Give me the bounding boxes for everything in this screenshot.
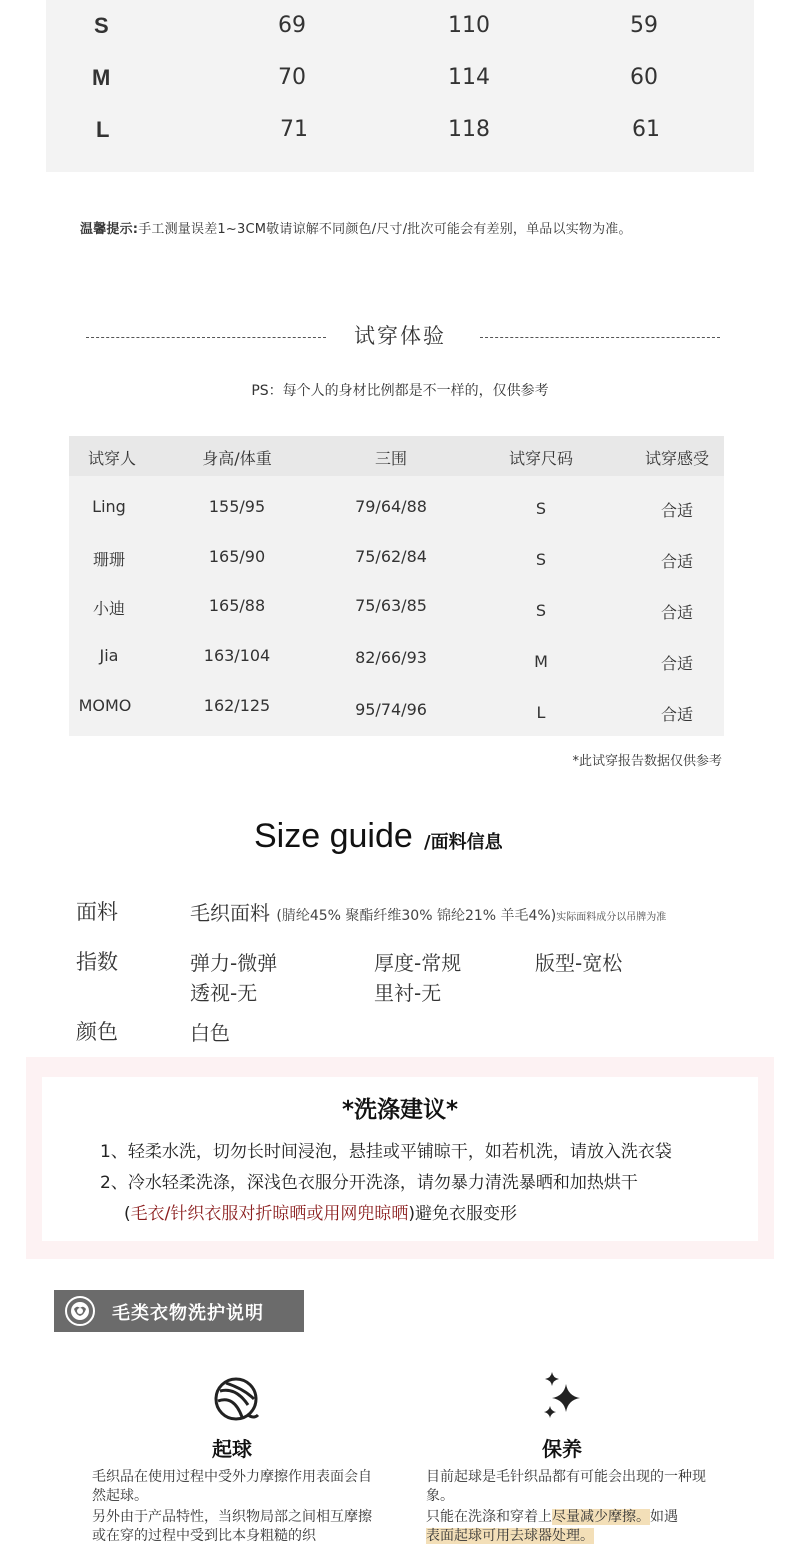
fabric-note: 实际面料成分以吊牌为准 [556, 912, 667, 923]
fabric-value [190, 897, 666, 926]
size-cell: 70 [278, 65, 306, 90]
size-row [46, 52, 754, 104]
maintenance-highlight-2: 表面起球可用去球器处理。 [426, 1528, 594, 1544]
wool-badge-icon [64, 1295, 96, 1327]
size-cell: L [96, 117, 110, 142]
index-item: 弹力-微弹 [190, 951, 278, 975]
tip-label: 温馨提示: [80, 222, 139, 237]
maintenance-text-2 [426, 1508, 726, 1527]
index-label: 指数 [76, 950, 118, 974]
maintenance-text-3 [426, 1527, 726, 1546]
table-cell: 82/66/93 [355, 648, 427, 667]
maintenance-text-1: 目前起球是毛针织品都有可能会出现的一种现象。 [426, 1469, 706, 1504]
table-cell: Jia [99, 646, 119, 665]
index-item: 透视-无 [190, 981, 258, 1005]
maintenance-text-2a: 只能在洗涤和穿着上 [426, 1509, 552, 1525]
table-cell: 155/95 [208, 497, 266, 516]
care-header-title: 毛类衣物洗护说明 [112, 1303, 264, 1324]
size-cell: 59 [630, 13, 658, 38]
table-cell: 95/74/96 [355, 700, 427, 719]
size-cell: 114 [448, 65, 490, 90]
size-cell: 61 [632, 117, 660, 142]
pilling-text-1: 毛织品在使用过程中受外力摩擦作用表面会自然起球。 [92, 1469, 372, 1504]
size-row [46, 0, 754, 52]
table-cell: 合适 [660, 654, 694, 673]
table-cell: 75/63/85 [355, 596, 427, 615]
header-cell: 身高/体重 [202, 449, 272, 468]
size-cell: 71 [280, 117, 308, 142]
maintenance-text-2c: 如遇 [650, 1509, 678, 1525]
table-cell: M [534, 652, 548, 671]
try-on-ps: PS：每个人的身材比例都是不一样的，仅供参考 [251, 383, 549, 399]
try-on-note: *此试穿报告数据仅供参考 [572, 754, 722, 769]
table-cell: Ling [92, 497, 126, 516]
table-cell: 75/62/84 [355, 547, 427, 566]
table-cell: 165/88 [208, 596, 266, 615]
size-cell: 118 [448, 117, 490, 142]
table-cell: 79/64/88 [355, 497, 427, 516]
size-row [46, 104, 754, 156]
size-cell: S [94, 13, 109, 38]
fabric-main: 毛织面料 [190, 901, 270, 925]
size-cell: 69 [278, 13, 306, 38]
maintenance-highlight: 尽量减少摩擦。 [552, 1509, 650, 1525]
table-cell: 合适 [660, 705, 694, 724]
header-cell: 试穿感受 [644, 449, 710, 468]
tip-text: 手工测量误差1~3CM敬请谅解不同颜色/尺寸/批次可能会有差别，单品以实物为准。 [138, 222, 632, 237]
try-on-title: 试穿体验 [354, 324, 446, 348]
size-cell: M [92, 65, 111, 90]
size-guide-subtitle: /面料信息 [424, 832, 503, 853]
table-cell: 合适 [660, 603, 694, 622]
washing-line-1: 1、轻柔水洗，切勿长时间浸泡，悬挂或平铺晾干，如若机洗，请放入洗衣袋 [100, 1142, 672, 1162]
table-cell: 珊珊 [92, 550, 126, 569]
table-cell: 163/104 [203, 646, 271, 665]
washing-line-3-rest: )避免衣服变形 [408, 1204, 518, 1224]
yarn-ball-icon [212, 1375, 260, 1423]
header-cell: 三围 [374, 449, 408, 468]
table-cell: L [536, 703, 546, 722]
pilling-text-2: 另外由于产品特性，当织物局部之间相互摩擦或在穿的过程中受到比本身粗糙的织 [92, 1509, 372, 1544]
washing-title: *洗涤建议* [341, 1097, 459, 1123]
fabric-composition: (腈纶45% 聚酯纤维30% 锦纶21% 羊毛4%) [276, 908, 557, 924]
try-on-table [69, 436, 724, 736]
pilling-title: 起球 [212, 1437, 252, 1461]
maintenance-title: 保养 [542, 1437, 582, 1461]
table-cell: 165/90 [208, 547, 266, 566]
care-header-bar [54, 1290, 304, 1332]
size-guide-title: Size guide [254, 817, 413, 855]
washing-line-3 [124, 1199, 517, 1224]
divider-right [480, 337, 720, 338]
table-cell: MOMO [78, 696, 132, 715]
size-cell: 60 [630, 65, 658, 90]
table-cell: 小迪 [92, 599, 126, 618]
index-item: 里衬-无 [374, 981, 442, 1005]
measurement-tip [80, 218, 632, 237]
table-cell: 合适 [660, 501, 694, 520]
header-cell: 试穿尺码 [508, 449, 574, 468]
washing-panel [26, 1057, 774, 1259]
size-cell: 110 [448, 13, 490, 38]
color-value: 白色 [190, 1021, 230, 1045]
index-item: 版型-宽松 [535, 951, 623, 975]
washing-warning: 毛衣/针织衣服对折晾晒或用网兜晾晒 [130, 1204, 409, 1224]
header-cell: 试穿人 [87, 449, 137, 468]
table-cell: S [535, 499, 547, 518]
color-label: 颜色 [76, 1020, 118, 1044]
sparkle-icon [540, 1370, 592, 1424]
paren-open: ( [124, 1204, 131, 1224]
washing-line-2: 2、冷水轻柔洗涤，深浅色衣服分开洗涤，请勿暴力清洗暴晒和加热烘干 [100, 1173, 638, 1193]
try-on-header [69, 436, 724, 476]
size-table [46, 0, 754, 172]
table-cell: S [535, 550, 547, 569]
fabric-label: 面料 [76, 900, 118, 924]
table-cell: 合适 [660, 552, 694, 571]
divider-left [86, 337, 326, 338]
index-item: 厚度-常规 [374, 951, 462, 975]
table-cell: 162/125 [203, 696, 271, 715]
table-cell: S [535, 601, 547, 620]
